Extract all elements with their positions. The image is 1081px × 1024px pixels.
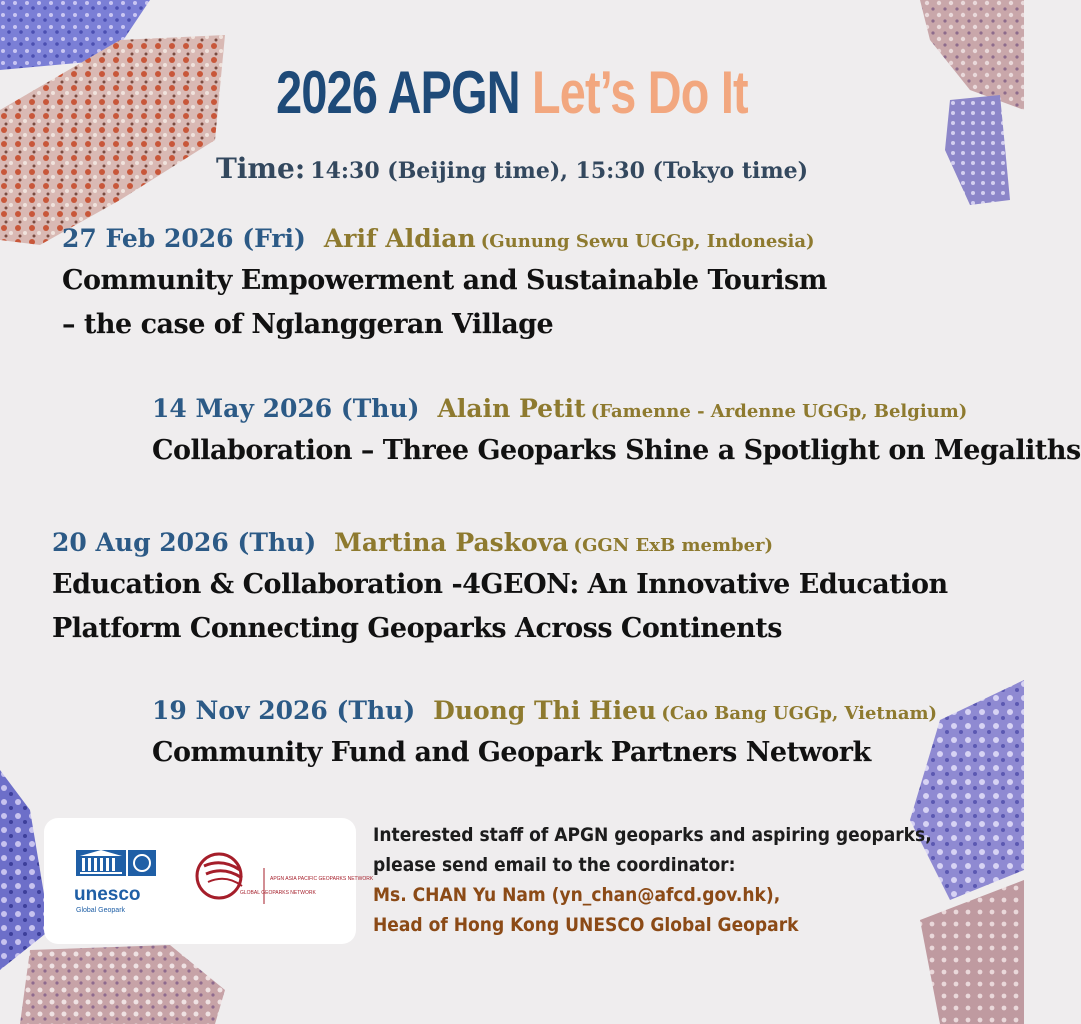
event-speaker: Alain Petit (437, 394, 586, 423)
unesco-wordmark: unesco (74, 884, 141, 905)
ggn-text: GLOBAL GEOPARKS NETWORK (240, 890, 316, 896)
event-speaker: Martina Paskova (334, 528, 569, 557)
event-topic (52, 563, 948, 651)
contact-email[interactable]: Ms. CHAN Yu Nam (yn_chan@afcd.gov.hk), (373, 884, 781, 906)
contact-line-1: Interested staff of APGN geoparks and aspiring geoparks, (373, 824, 932, 846)
event-2 (152, 394, 1081, 473)
event-topic (152, 731, 937, 775)
event-topic (152, 429, 1081, 473)
contact-line-4: Head of Hong Kong UNESCO Global Geopark (373, 914, 799, 936)
event-topic-line: Collaboration – Three Geoparks Shine a Spotlight on Megaliths (152, 435, 1081, 466)
time-label: Time: (215, 152, 306, 185)
time-line (0, 152, 1024, 185)
event-4 (152, 696, 937, 775)
event-date: 27 Feb 2026 (Fri) (62, 224, 306, 253)
apgn-text: APGN ASIA PACIFIC GEOPARKS NETWORK (270, 876, 374, 882)
event-date: 19 Nov 2026 (Thu) (152, 696, 416, 725)
unesco-logo (74, 850, 156, 914)
event-affiliation: (Famenne - Ardenne UGGp, Belgium) (590, 401, 968, 422)
event-3 (52, 528, 948, 651)
event-1 (62, 224, 827, 347)
event-date: 20 Aug 2026 (Thu) (52, 528, 317, 557)
event-affiliation: (GGN ExB member) (573, 535, 774, 556)
event-speaker: Arif Aldian (323, 224, 476, 253)
unesco-subtitle: Global Geopark (76, 907, 126, 914)
partner-logos (44, 818, 374, 944)
time-value: 14:30 (Beijing time), 15:30 (Tokyo time) (310, 158, 809, 184)
event-topic-line: Education & Collaboration -4GEON: An Innovative Education (52, 569, 948, 600)
page-title (113, 58, 912, 127)
event-topic-line: Community Fund and Geopark Partners Network (152, 737, 871, 768)
event-affiliation: (Cao Bang UGGp, Vietnam) (661, 703, 938, 724)
title-part-1: 2026 APGN (276, 59, 520, 126)
event-topic-line: Community Empowerment and Sustainable Tourism (62, 265, 827, 296)
event-topic-line: – the case of Nglanggeran Village (62, 309, 554, 340)
event-topic-line: Platform Connecting Geoparks Across Continents (52, 613, 782, 644)
ggn-apgn-logo (197, 854, 374, 904)
event-date: 14 May 2026 (Thu) (152, 394, 420, 423)
event-speaker: Duong Thi Hieu (433, 696, 657, 725)
contact-info (373, 820, 932, 940)
contact-line-2: please send email to the coordinator: (373, 854, 736, 876)
event-topic (62, 259, 827, 347)
logo-panel (44, 818, 374, 944)
title-part-2: Let’s Do It (531, 59, 748, 126)
event-affiliation: (Gunung Sewu UGGp, Indonesia) (480, 231, 815, 252)
